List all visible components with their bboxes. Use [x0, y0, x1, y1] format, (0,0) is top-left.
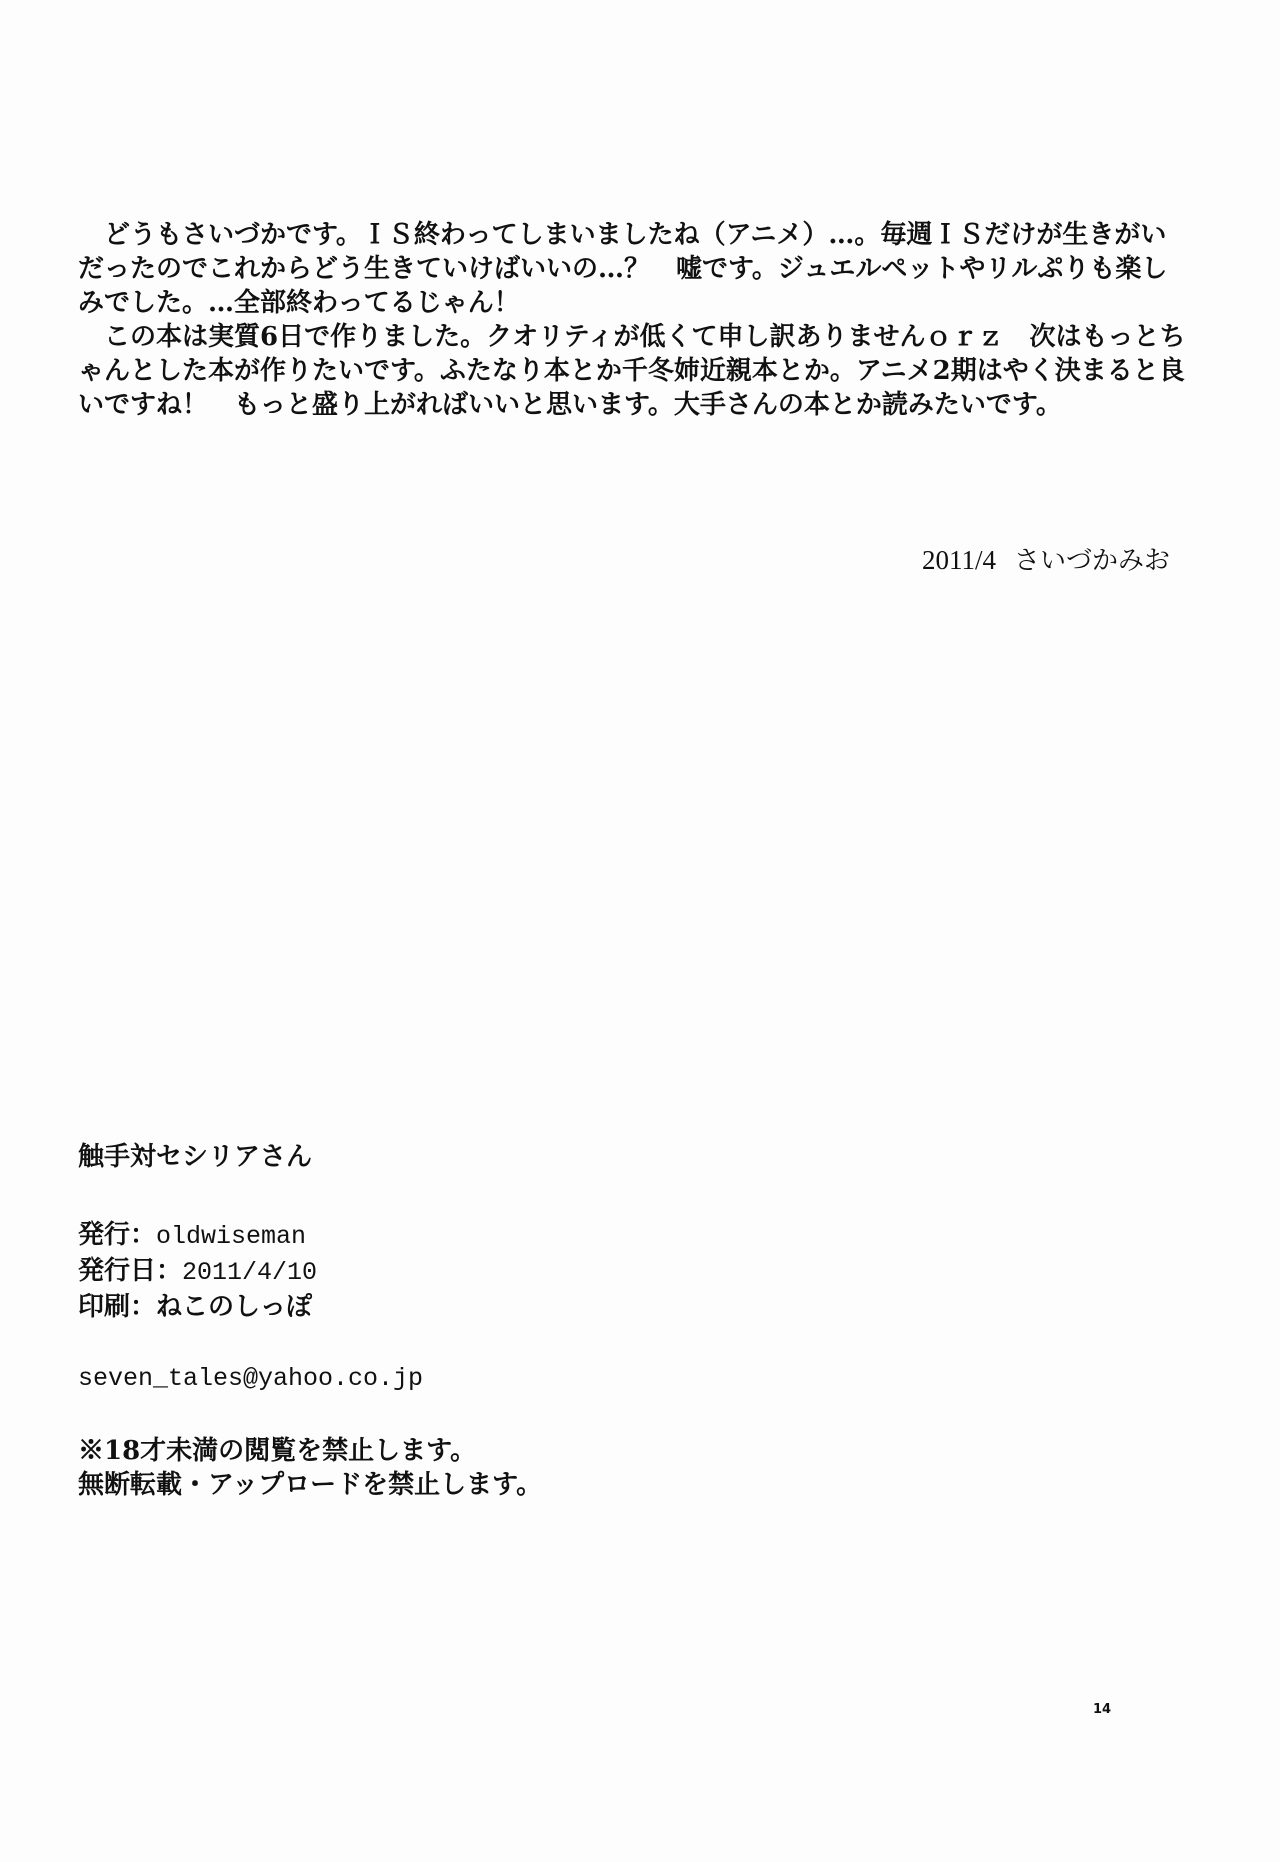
afterword-text [78, 218, 1188, 422]
afterword-paragraph-2: この本は実質6日で作りました。クオリティが低くて申し訳ありませんｏｒｚ 次はもっとちゃんとした本が作りたいです。ふたなり本とか千冬姉近親本とか。アニメ2期はやく決まると良いですね！ もっと盛り上がればいいと思います。大手さんの本とか読みたいです。 [78, 322, 1186, 420]
book-title: 触手対セシリアさん [78, 1142, 313, 1172]
publisher-label: 発行： [78, 1220, 157, 1250]
signature-date: 2011/4 [921, 545, 996, 575]
printer-value: ねこのしっぽ [156, 1292, 313, 1322]
signature [922, 540, 1170, 577]
notices [78, 1434, 542, 1502]
printer-line [78, 1290, 542, 1324]
afterword-paragraph-1: どうもさいづかです。ＩＳ終わってしまいましたね（アニメ）…。毎週ＩＳだけが生きがいだったのでこれからどう生きていけばいいの…？ 嘘です。ジュエルペットやリルぷりも楽しみでした。…全部終わってるじゃん！ [78, 220, 1168, 318]
page-number: 14 [1093, 1702, 1112, 1717]
publish-date-line [78, 1254, 542, 1290]
upload-prohibition-notice: 無断転載・アップロードを禁止します。 [78, 1470, 543, 1500]
contact-email: seven_tales@yahoo.co.jp [78, 1364, 424, 1393]
publisher-line [78, 1218, 542, 1254]
age-restriction-notice: ※18才未満の閲覧を禁止します。 [78, 1436, 477, 1466]
colophon [78, 1140, 542, 1502]
publish-date-value: 2011/4/10 [182, 1258, 318, 1287]
printer-label: 印刷： [78, 1292, 157, 1322]
publisher-value: oldwiseman [156, 1222, 307, 1251]
signature-author: さいづかみお [1013, 546, 1170, 576]
publish-date-label: 発行日： [78, 1256, 183, 1286]
